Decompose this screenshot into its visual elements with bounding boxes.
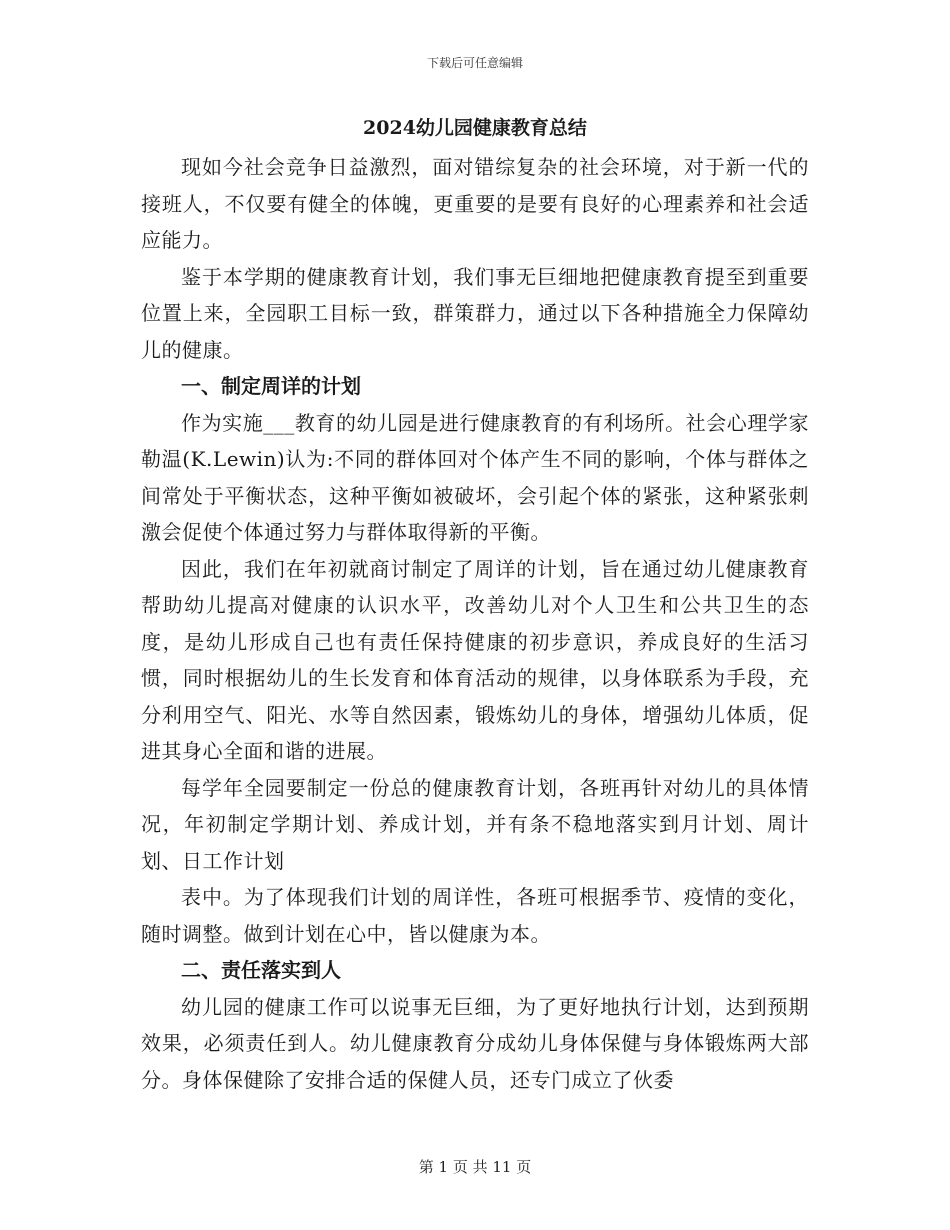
paragraph-7: 幼儿园的健康工作可以说事无巨细，为了更好地执行计划，达到预期效果，必须责任到人。幼儿健康教育分成幼儿身体保健与身体锻炼两大部分。身体保健除了安排合适的保健人员，还专门成立了伙委 [141,994,809,1092]
paragraph-5: 每学年全园要制定一份总的健康教育计划，各班再针对幼儿的具体情况，年初制定学期计划、养成计划，并有条不稳地落实到月计划、周计划、日工作计划 [141,775,809,873]
paragraph-3: 作为实施___教育的幼儿园是进行健康教育的有利场所。社会心理学家勒温(K.Lewin)认为:不同的群体回对个体产生不同的影响，个体与群体之间常处于平衡状态，这种平衡如被破坏，会引起个体的紧张，这种紧张刺激会促使个体通过努力与群体取得新的平衡。 [141,410,809,544]
paragraph-6: 表中。为了体现我们计划的周详性，各班可根据季节、疫情的变化，随时调整。做到计划在心中，皆以健康为本。 [141,885,809,946]
section-heading-2: 二、责任落实到人 [181,958,341,982]
paragraph-1: 现如今社会竞争日益激烈，面对错综复杂的社会环境，对于新一代的接班人，不仅要有健全的体魄，更重要的是要有良好的心理素养和社会适应能力。 [141,155,809,252]
header-note: 下载后可任意编辑 [426,56,523,70]
paragraph-4: 因此，我们在年初就商讨制定了周详的计划，旨在通过幼儿健康教育帮助幼儿提高对健康的认识水平，改善幼儿对个人卫生和公共卫生的态度，是幼儿形成自己也有责任保持健康的初步意识，养成良好的生活习惯，同时根据幼儿的生长发育和体育活动的规律，以身体联系为手段，充分利用空气、阳光、水等自然因素，锻炼幼儿的身体，增强幼儿体质，促进其身心全面和谐的进展。 [141,556,809,763]
paragraph-2: 鉴于本学期的健康教育计划，我们事无巨细地把健康教育提至到重要位置上来，全园职工目标一致，群策群力，通过以下各种措施全力保障幼儿的健康。 [141,264,809,362]
document-body [141,113,809,1098]
section-heading-1: 一、制定周详的计划 [181,374,361,398]
document-title: 2024幼儿园健康教育总结 [363,117,587,139]
page-footer: 第 1 页 共 11 页 [418,1158,532,1176]
